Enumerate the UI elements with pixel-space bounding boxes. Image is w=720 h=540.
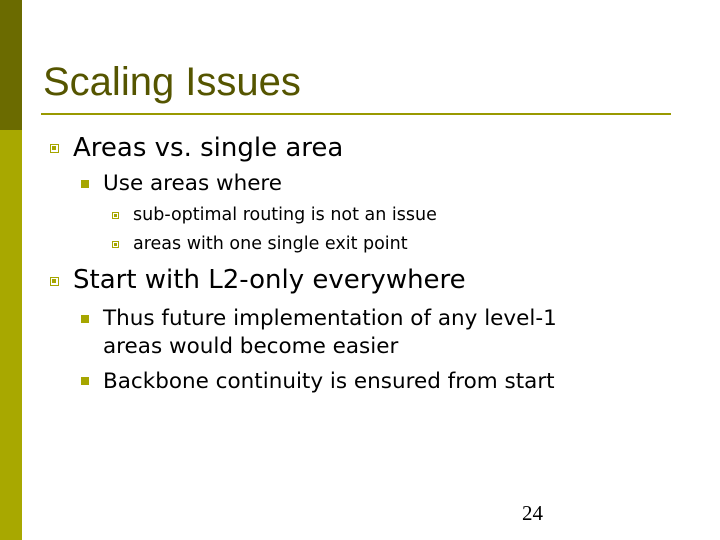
level1-bullet-icon [50, 144, 59, 153]
bullet-future-implementation-continued: areas would become easier [103, 334, 399, 359]
bullet-backbone-continuity: Backbone continuity is ensured from start [103, 369, 555, 394]
bullet-future-implementation: Thus future implementation of any level-1 [103, 306, 557, 331]
level2-bullet-icon [81, 315, 89, 323]
level1-bullet-icon [50, 277, 59, 286]
level3-bullet-icon [112, 212, 119, 219]
sidebar-accent-light [0, 130, 22, 540]
bullet-use-areas-where: Use areas where [103, 171, 283, 196]
bullet-start-with-l2-only: Start with L2-only everywhere [73, 265, 466, 295]
bullet-areas-vs-single-area: Areas vs. single area [73, 133, 344, 163]
sidebar-accent-dark [0, 0, 22, 130]
title-underline [41, 113, 671, 115]
level2-bullet-icon [81, 180, 89, 188]
page-number: 24 [522, 501, 543, 525]
bullet-single-exit-point: areas with one single exit point [133, 234, 408, 254]
level2-bullet-icon [81, 377, 89, 385]
slide-title: Scaling Issues [43, 60, 301, 104]
bullet-sub-optimal-routing: sub-optimal routing is not an issue [133, 205, 437, 225]
level3-bullet-icon [112, 241, 119, 248]
